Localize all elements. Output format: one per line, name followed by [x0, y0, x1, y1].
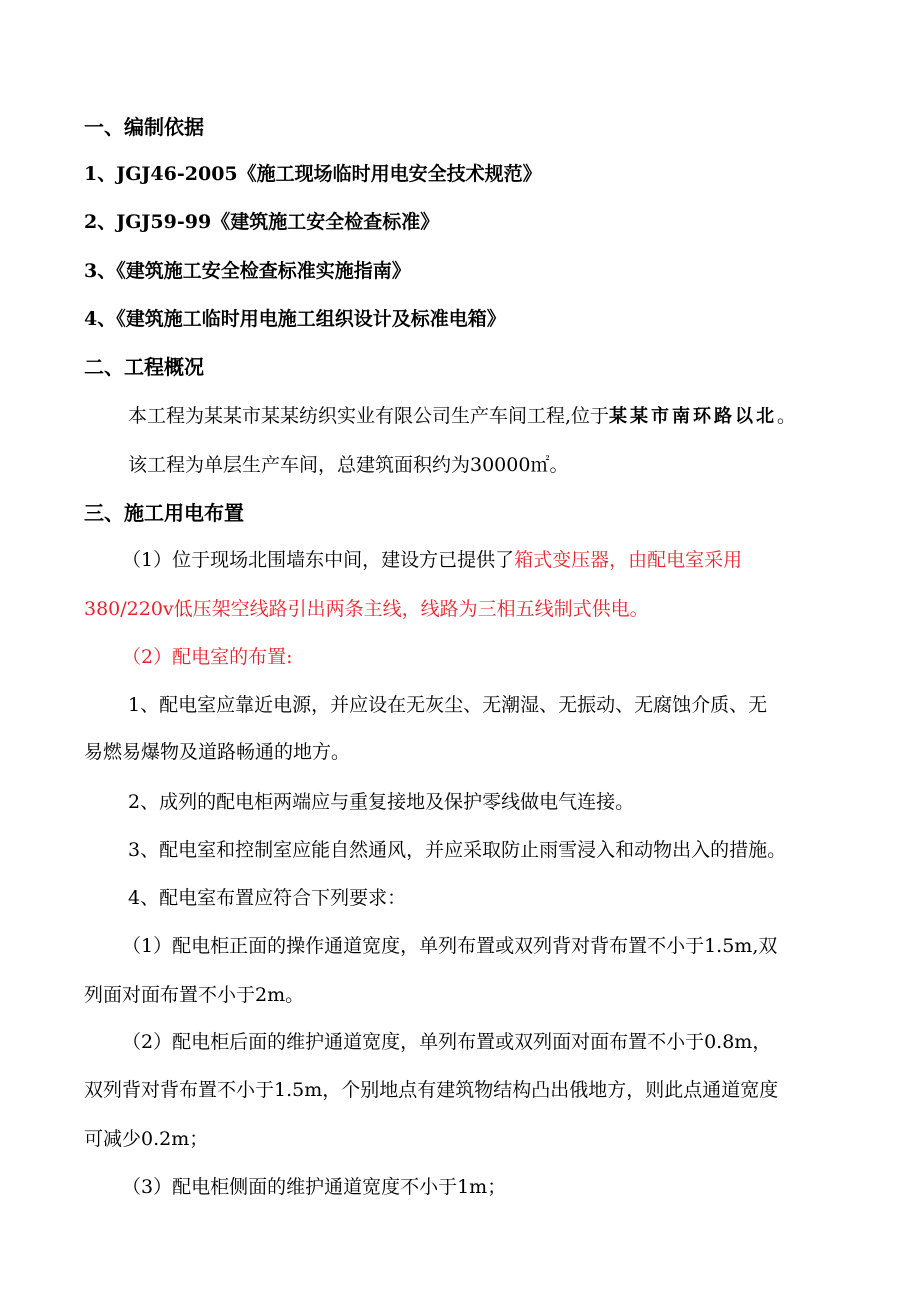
item-2: 2、成列的配电柜两端应与重复接地及保护零线做电气连接。 [128, 791, 635, 813]
requirement-2-line-1: （2）配电柜后面的维护通道宽度，单列布置或双列面对面布置不小于0.8m， [122, 1031, 772, 1053]
section-title-layout: 三、施工用电布置 [84, 501, 244, 525]
item-3: 3、配电室和控制室应能自然通风，并应采取防止雨雪浸入和动物出入的措施。 [128, 839, 787, 861]
reference-2: 2、JGJ59-99《建筑施工安全检查标准》 [84, 211, 440, 233]
requirement-1-line-1: （1）配电柜正面的操作通道宽度，单列布置或双列背对背布置不小于1.5m,双 [122, 935, 778, 957]
overview-address: 某某市南环路以北 [609, 406, 778, 427]
layout-point-1-line-1 [122, 547, 742, 573]
requirement-2-line-2: 双列背对背布置不小于1.5m，个别地点有建筑物结构凸出俄地方，则此点通道宽度 [84, 1079, 779, 1101]
layout-point-2-title: （2）配电室的布置: [122, 646, 293, 668]
reference-1: 1、JGJ46-2005《施工现场临时用电安全技术规范》 [84, 163, 542, 185]
item-4: 4、配电室布置应符合下列要求： [128, 887, 407, 909]
reference-3: 3、《建筑施工安全检查标准实施指南》 [84, 260, 411, 282]
overview-paragraph-2: 该工程为单层生产车间，总建筑面积约为30000㎡。 [128, 454, 569, 476]
section-title-basis: 一、编制依据 [84, 115, 204, 139]
layout-point-1-text: （1）位于现场北围墙东中间，建设方已提供了 [122, 549, 515, 571]
overview-text: 本工程为某某市某某纺织实业有限公司生产车间工程,位于 [128, 405, 610, 427]
reference-4: 4、《建筑施工临时用电施工组织设计及标准电箱》 [84, 308, 506, 330]
overview-period: 。 [777, 405, 797, 427]
item-1-line-2: 易燃易爆物及道路畅通的地方。 [84, 741, 351, 763]
layout-point-1-highlight: 箱式变压器，由配电室采用 [514, 549, 743, 571]
layout-point-1-line-2: 380/220v低压架空线路引出两条主线，线路为三相五线制式供电。 [84, 598, 649, 620]
requirement-3: （3）配电柜侧面的维护通道宽度不小于1m； [122, 1176, 507, 1198]
item-1-line-1: 1、配电室应靠近电源，并应设在无灰尘、无潮湿、无振动、无腐蚀介质、无 [128, 694, 768, 716]
requirement-1-line-2: 列面对面布置不小于2m。 [84, 984, 305, 1006]
overview-paragraph-1 [128, 403, 796, 430]
section-title-overview: 二、工程概况 [84, 355, 204, 379]
requirement-2-line-3: 可减少0.2m； [84, 1128, 209, 1150]
